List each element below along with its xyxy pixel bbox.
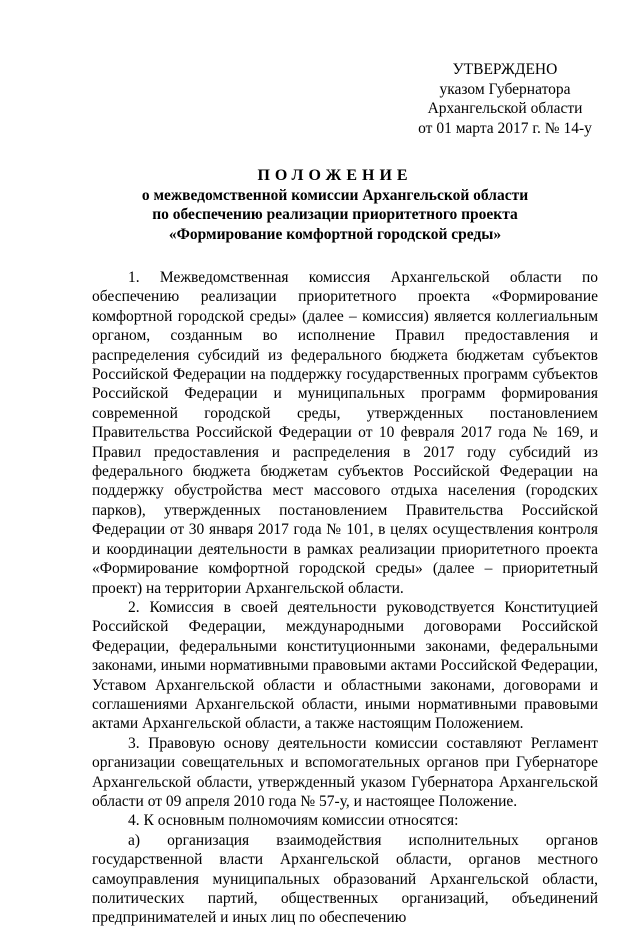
document-body bbox=[92, 268, 598, 928]
title-subline: по обеспечению реализации приоритетного проекта bbox=[152, 206, 518, 223]
approval-line: Архангельской области bbox=[427, 100, 583, 117]
approval-date: от 01 марта 2017 г. № 14-у bbox=[418, 119, 592, 137]
paragraph-1: 1. Межведомственная комиссия Архангельской области по обеспечению реализации приоритетного проекта «Формирование комфортной городской среды» (далее – комиссия) является коллегиальным органом, созданным во исполнение Правил предоставления и распределения субсидий из федерального бюджета бюджетам субъектов Российской Федерации на поддержку государственных программ субъектов Российской Федерации и муниципальных программ формирования современной городской среды, утвержденных постановлением Правительства Российской Федерации от 10 февраля 2017 года № 169, и Правил предоставления и распределения в 2017 году субсидий из федерального бюджета бюджетам субъектов Российской Федерации на поддержку обустройства мест массового отдыха населения (городских парков), утвержденных постановлением Правительства Российской Федерации от 30 января 2017 года № 101, в целях осуществления контроля и координации деятельности в рамках реализации приоритетного проекта «Формирование комфортной городской среды» (далее – приоритетный проект) на территории Архангельской области. bbox=[92, 269, 598, 597]
title-subline: «Формирование комфортной городской среды» bbox=[168, 225, 502, 243]
paragraph-2: 2. Комиссия в своей деятельности руководствуется Конституцией Российской Федерации, международными договорами Российской Федерации, федеральными конституционными законами, федеральными законами, иными нормативными правовыми актами Российской Федерации, Уставом Архангельской области и областными законами, договорами и соглашениями Архангельской области, иными нормативными правовыми актами Архангельской области, а также настоящим Положением. bbox=[92, 598, 598, 733]
document-title bbox=[40, 166, 630, 244]
paragraph-4: 4. К основным полномочиям комиссии относятся: bbox=[128, 812, 459, 830]
approval-line: указом Губернатора bbox=[439, 80, 571, 98]
paragraph-4a: а) организация взаимодействия исполнительных органов государственной власти Архангельской области, органов местного самоуправления муниципальных образований Архангельской области, политических партий, общественных организаций, объединений предпринимателей и иных лиц по обеспечению bbox=[92, 831, 598, 927]
approval-stamp bbox=[390, 60, 620, 138]
title-subline: о межведомственной комиссии Архангельской области bbox=[141, 186, 529, 204]
paragraph-3: 3. Правовую основу деятельности комиссии составляют Регламент организации совещательных и вспомогательных органов при Губернаторе Архангельской области, утвержденный указом Губернатора Архангельской области от 09 апреля 2010 года № 57-у, и настоящее Положение. bbox=[92, 734, 598, 810]
approval-heading: УТВЕРЖДЕНО bbox=[452, 61, 558, 78]
title-heading: ПОЛОЖЕНИЕ bbox=[257, 167, 413, 184]
